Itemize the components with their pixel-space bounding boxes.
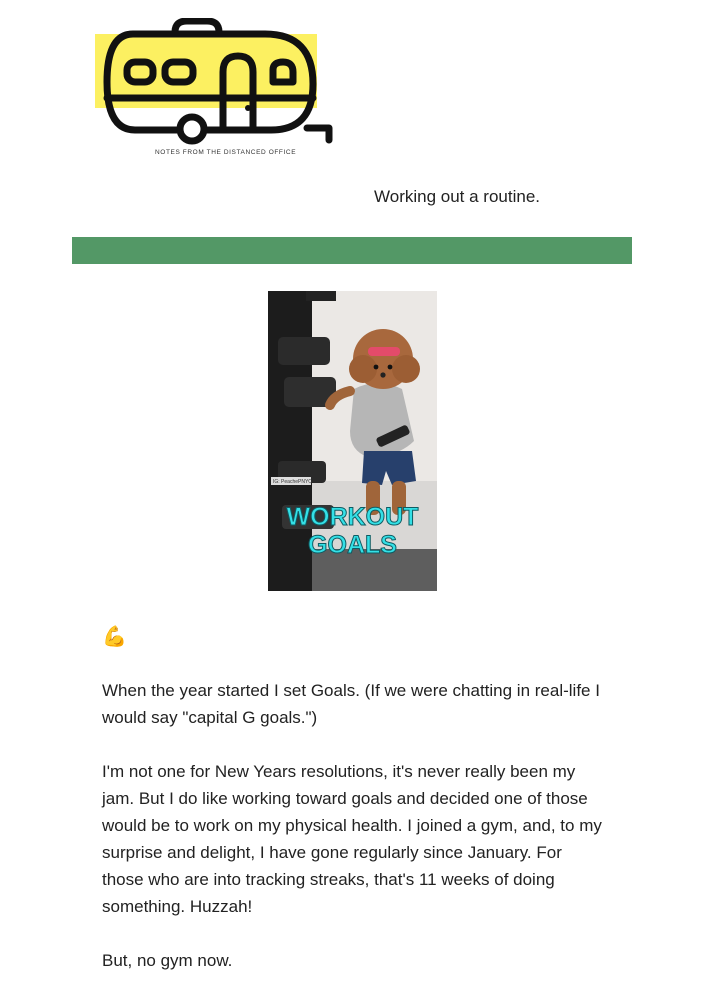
logo [95,18,335,163]
trailer-icon [95,18,335,163]
gif-caption-line2: GOALS [308,531,397,559]
gif-caption-line1: WORKOUT [286,503,419,531]
article-body [102,677,607,1001]
gif-credit: IG: PeachePNYC [273,479,312,485]
paragraph: When the year started I set Goals. (If we were chatting in real-life I would say "capital G goals.") [102,681,600,727]
workout-dog-image [268,291,437,591]
workout-gif[interactable] [268,291,437,591]
subtitle: Working out a routine. [374,187,540,206]
tagline: NOTES FROM THE DISTANCED OFFICE [155,149,297,156]
paragraph: But, no gym now. [102,951,233,970]
divider-bar [72,237,632,264]
paragraph: I'm not one for New Years resolutions, it's never really been my jam. But I do like working toward goals and decided one of those would be to work on my physical health. I joined a gym, and, to my surprise and delight, I have gone regularly since January. For those who are into tracking streaks, that's 11 weeks of doing something. Huzzah! [102,762,602,916]
flexed-biceps-icon: 💪 [102,626,127,648]
